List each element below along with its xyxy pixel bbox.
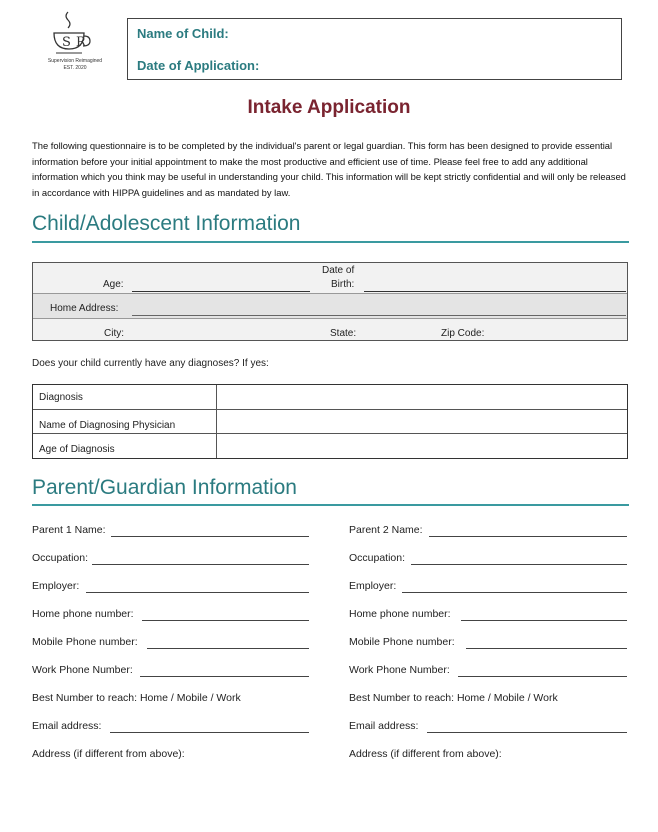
physician-row-label: Name of Diagnosing Physician bbox=[39, 420, 176, 431]
parent1-name-label: Parent 1 Name: bbox=[32, 524, 106, 536]
parent1-employer-label: Employer: bbox=[32, 580, 80, 592]
parent2-employer-field[interactable] bbox=[402, 592, 627, 593]
parent2-name-label: Parent 2 Name: bbox=[349, 524, 423, 536]
logo-established: EST. 2020 bbox=[63, 65, 87, 71]
svg-text:S: S bbox=[62, 35, 71, 50]
parent1-work-phone-field[interactable] bbox=[140, 676, 309, 677]
coffee-cup-logo-icon bbox=[40, 8, 110, 58]
parent2-employer-label: Employer: bbox=[349, 580, 397, 592]
parent1-address-label: Address (if different from above): bbox=[32, 748, 185, 760]
intro-paragraph: The following questionnaire is to be completed by the individual's parent or legal guardian. This form has been designed to provide essential information before your initial appointment to make the most productive and efficient use of time. Please feel free to add any additional information which you think may be useful in understanding your child. This information will be kept strictly confidential and will only be released in accordance with HIPPA guidelines and as mandated by law. bbox=[32, 140, 626, 199]
parent1-occupation-label: Occupation: bbox=[32, 552, 89, 564]
parent2-occupation-field[interactable] bbox=[411, 564, 627, 565]
parent2-address-label: Address (if different from above): bbox=[349, 748, 502, 760]
parent1-home-phone-label: Home phone number: bbox=[32, 608, 134, 620]
diagnosis-row-label: Diagnosis bbox=[39, 392, 83, 403]
svg-text:R: R bbox=[76, 35, 86, 50]
parent1-mobile-phone-field[interactable] bbox=[147, 648, 309, 649]
city-label: City: bbox=[104, 328, 124, 339]
dob-label-line1: Date of bbox=[322, 265, 355, 276]
age-label: Age: bbox=[103, 279, 124, 290]
state-label: State: bbox=[330, 328, 357, 339]
age-of-diagnosis-row-label: Age of Diagnosis bbox=[39, 444, 115, 455]
parent1-email-label: Email address: bbox=[32, 720, 102, 732]
child-name-label: Name of Child: bbox=[137, 26, 229, 41]
logo-name: Supervision Reimagined bbox=[47, 58, 103, 64]
home-address-label: Home Address: bbox=[50, 303, 119, 314]
child-info-grid bbox=[32, 262, 628, 341]
parent2-work-phone-field[interactable] bbox=[458, 676, 627, 677]
parent-section-heading: Parent/Guardian Information bbox=[32, 476, 297, 499]
header-box bbox=[127, 18, 622, 80]
section-divider bbox=[32, 241, 629, 243]
dob-field[interactable] bbox=[364, 291, 626, 292]
page-title: Intake Application bbox=[247, 97, 411, 118]
parent1-name-field[interactable] bbox=[111, 536, 309, 537]
parent2-home-phone-field[interactable] bbox=[461, 620, 627, 621]
dob-label-line2: Birth: bbox=[331, 279, 355, 290]
home-address-field[interactable] bbox=[132, 315, 626, 316]
parent2-best-number-label[interactable]: Best Number to reach: Home / Mobile / Work bbox=[349, 692, 558, 704]
parent2-email-field[interactable] bbox=[427, 732, 627, 733]
age-field[interactable] bbox=[132, 291, 310, 292]
logo bbox=[40, 8, 110, 76]
section-divider bbox=[32, 504, 629, 506]
parent2-mobile-phone-label: Mobile Phone number: bbox=[349, 636, 455, 648]
zip-code-label: Zip Code: bbox=[441, 328, 485, 339]
parent1-best-number-label[interactable]: Best Number to reach: Home / Mobile / Work bbox=[32, 692, 241, 704]
application-date-label: Date of Application: bbox=[137, 58, 260, 73]
parent1-mobile-phone-label: Mobile Phone number: bbox=[32, 636, 138, 648]
age-of-diagnosis-input-cell[interactable] bbox=[217, 434, 627, 458]
diagnosis-question: Does your child currently have any diagnoses? If yes: bbox=[32, 358, 269, 369]
parent1-email-field[interactable] bbox=[110, 732, 309, 733]
parent2-home-phone-label: Home phone number: bbox=[349, 608, 451, 620]
diagnosis-input-cell[interactable] bbox=[217, 385, 627, 409]
physician-input-cell[interactable] bbox=[217, 410, 627, 433]
parent1-work-phone-label: Work Phone Number: bbox=[32, 664, 133, 676]
parent1-home-phone-field[interactable] bbox=[142, 620, 309, 621]
parent2-name-field[interactable] bbox=[429, 536, 627, 537]
child-section-heading: Child/Adolescent Information bbox=[32, 212, 301, 235]
parent2-mobile-phone-field[interactable] bbox=[466, 648, 627, 649]
parent1-employer-field[interactable] bbox=[86, 592, 309, 593]
diagnosis-table bbox=[32, 384, 628, 459]
parent2-email-label: Email address: bbox=[349, 720, 419, 732]
parent2-work-phone-label: Work Phone Number: bbox=[349, 664, 450, 676]
parent1-occupation-field[interactable] bbox=[92, 564, 309, 565]
parent2-occupation-label: Occupation: bbox=[349, 552, 406, 564]
